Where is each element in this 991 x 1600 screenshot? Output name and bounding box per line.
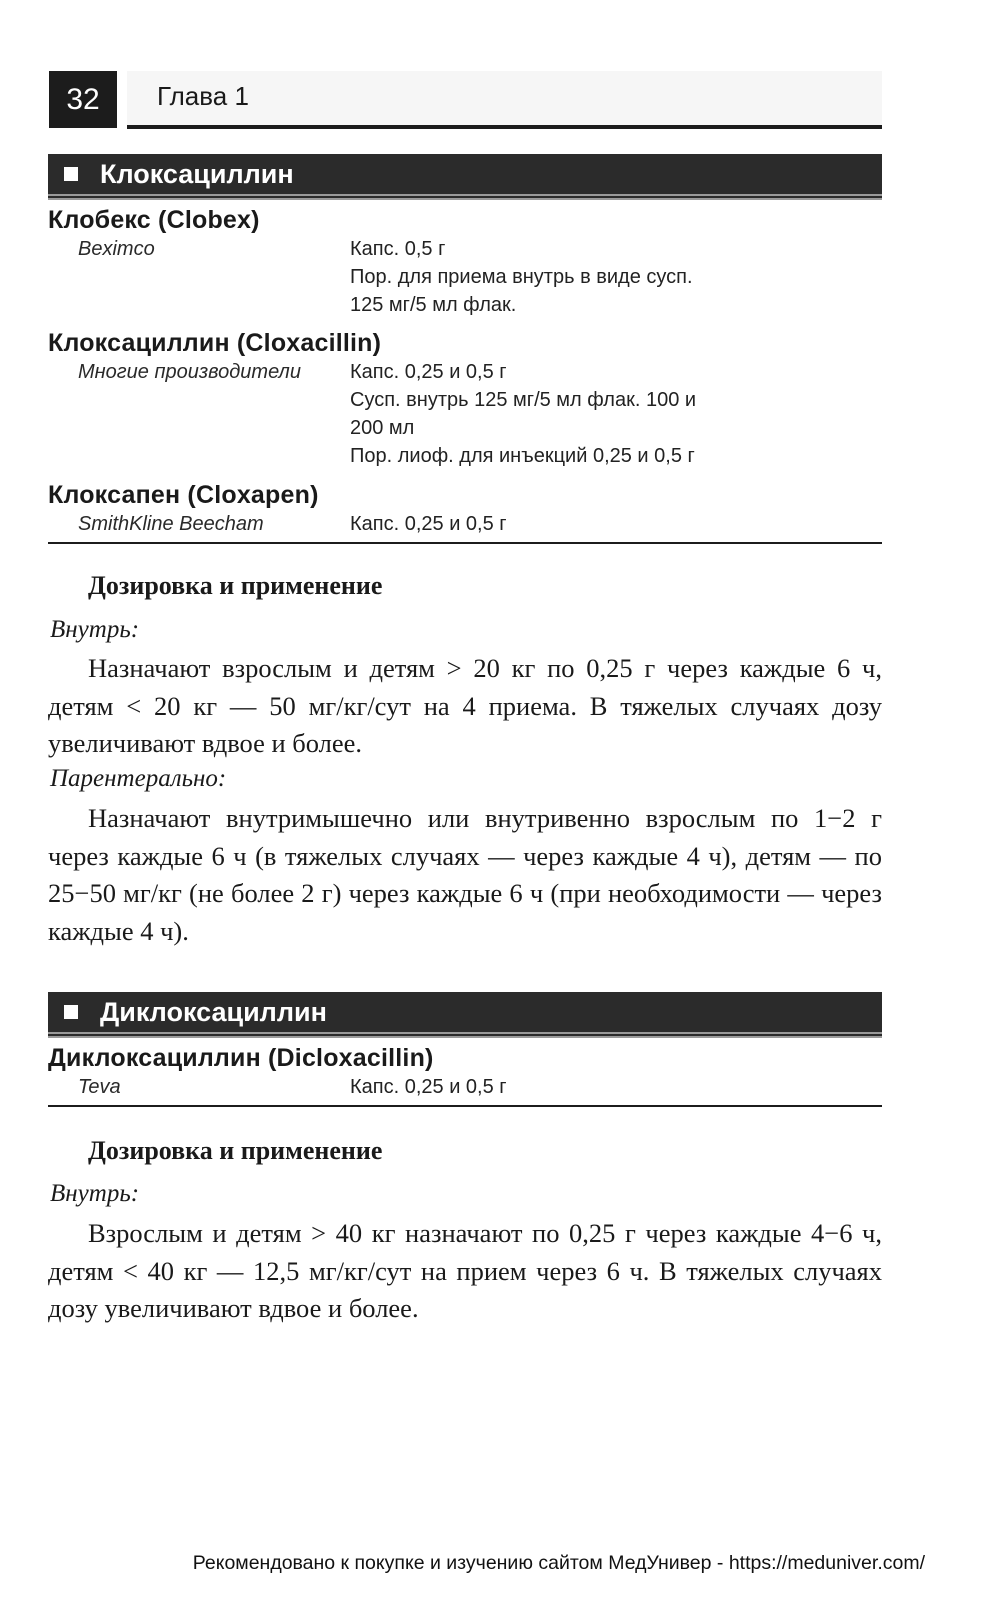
dosage-heading: Дозировка и применение [88,1136,383,1165]
drug-form-line: Пор. для приема внутрь в виде сусп. [350,266,693,288]
section-title-text: Клоксациллин [100,159,294,189]
drug-entry-clobex [48,205,882,319]
drug-form-line: 200 мл [350,417,415,439]
drug-entry-dicloxacillin [48,1043,882,1107]
dosage-paragraph-parenteral: Назначают внутримышечно или внутривенно взрослым по 1−2 г через каждые 6 ч (в тяжелых случаях — через каждые 4 ч), детям — по 25−50 мг/кг (не более 2 г) через каждые 6 ч (при необходимости — через каждые 4 ч). [48,803,882,946]
drug-maker: Многие производители [78,361,301,383]
chapter-header [127,71,882,129]
chapter-title: Глава 1 [157,81,249,111]
section-title-text: Диклоксациллин [100,997,327,1027]
section-title-dicloxacillin [48,992,882,1038]
drug-name: Клоксациллин (Cloxacillin) [48,329,382,357]
dosage-heading: Дозировка и применение [88,571,383,600]
drug-form-line: Капс. 0,25 и 0,5 г [350,1076,507,1098]
route-label-oral: Внутрь: [50,1180,140,1207]
drug-form-line: Капс. 0,25 и 0,5 г [350,513,507,535]
section-title-cloxacillin [48,154,882,200]
drug-entry-cloxacillin [48,328,882,470]
drug-maker: SmithKline Beecham [78,513,264,535]
route-label-oral: Внутрь: [50,616,140,643]
drug-entry-cloxapen [48,480,882,544]
drug-form-line: Пор. лиоф. для инъекций 0,25 и 0,5 г [350,445,695,467]
page-number: 32 [49,71,117,128]
drug-maker: Beximco [78,238,155,260]
drug-name: Диклоксациллин (Dicloxacillin) [48,1044,434,1072]
drug-forms [350,1073,882,1101]
route-label-parenteral: Парентерально: [50,765,227,792]
drug-form-line: Капс. 0,25 и 0,5 г [350,361,507,383]
footer-recommendation-link[interactable]: Рекомендовано к покупке и изучению сайтом МедУнивер - https://meduniver.com/ [192,1552,925,1574]
drug-forms [350,510,882,538]
drug-form-line: Сусп. внутрь 125 мг/5 мл флак. 100 и [350,389,697,411]
drug-name: Клобекс (Clobex) [48,206,260,234]
dosage-paragraph-oral: Назначают взрослым и детям > 20 кг по 0,25 г через каждые 6 ч, детям < 20 кг — 50 мг/кг/сут на 4 приема. В тяжелых случаях дозу увеличивают вдвое и более. [48,653,882,758]
drug-forms [350,358,882,470]
dosage-paragraph-oral: Взрослым и детям > 40 кг назначают по 0,25 г через каждые 4−6 ч, детям < 40 кг — 12,5 мг/кг/сут на прием через 6 ч. В тяжелых случаях дозу увеличивают вдвое и более. [48,1218,882,1323]
square-bullet-icon [64,1005,78,1019]
drug-form-line: Капс. 0,5 г [350,238,446,260]
drug-forms [350,235,882,319]
square-bullet-icon [64,167,78,181]
drug-maker: Teva [78,1076,121,1098]
drug-name: Клоксапен (Cloxapen) [48,481,319,509]
drug-form-line: 125 мг/5 мл флак. [350,294,517,316]
